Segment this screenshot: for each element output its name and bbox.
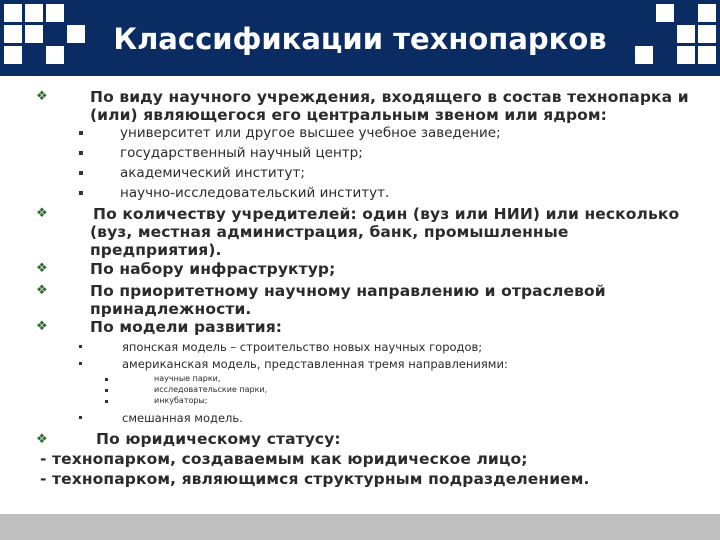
section-heading-line: принадлежности. [90, 300, 252, 318]
diamond-bullet-icon: ❖ [36, 89, 48, 104]
square-bullet-icon [79, 151, 83, 155]
deco-square [4, 4, 22, 22]
deco-square [698, 4, 716, 22]
diamond-bullet-icon: ❖ [36, 432, 48, 447]
section-heading-line: предприятия). [90, 241, 222, 259]
square-bullet-icon [105, 400, 108, 403]
list-subitem: научные парки, [154, 374, 221, 383]
square-bullet-icon [79, 416, 82, 419]
slide-title: Классификации технопарков [113, 22, 607, 56]
section-heading-line: (или) являющегося его центральным звеном или ядром: [90, 106, 607, 124]
section-heading-line: - технопарком, являющимся структурным подразделением. [40, 470, 590, 488]
section-heading-line: По юридическому статусу: [96, 430, 341, 448]
diamond-bullet-icon: ❖ [36, 206, 48, 221]
slide-footer-bar [0, 514, 720, 540]
square-bullet-icon [79, 191, 83, 195]
section-heading-line: По виду научного учреждения, входящего в состав технопарка и [90, 88, 689, 106]
list-item: научно-исследовательский институт. [120, 185, 390, 201]
section-heading-line: По количеству учредителей: один (вуз или НИИ) или несколько [93, 205, 680, 223]
diamond-bullet-icon: ❖ [36, 261, 48, 276]
square-bullet-icon [79, 362, 82, 365]
section-heading-line: По модели развития: [90, 318, 283, 336]
section-heading-line: - технопарком, создаваемым как юридическое лицо; [40, 450, 528, 468]
list-item: смешанная модель. [122, 411, 243, 425]
list-subitem: инкубаторы; [154, 396, 208, 405]
section-heading-line: По приоритетному научному направлению и отраслевой [90, 282, 606, 300]
section-heading-line: (вуз, местная администрация, банк, промышленные [90, 223, 569, 241]
section-heading-line: По набору инфраструктур; [90, 260, 336, 278]
square-bullet-icon [79, 131, 83, 135]
square-bullet-icon [105, 378, 108, 381]
diamond-bullet-icon: ❖ [36, 319, 48, 334]
list-item: академический институт; [120, 165, 305, 181]
deco-square [656, 4, 674, 22]
square-bullet-icon [105, 389, 108, 392]
diamond-bullet-icon: ❖ [36, 283, 48, 298]
list-item: государственный научный центр; [120, 145, 363, 161]
square-bullet-icon [79, 171, 83, 175]
list-item: американская модель, представленная тремя направлениями: [122, 357, 508, 371]
deco-square [25, 4, 43, 22]
list-subitem: исследовательские парки, [154, 385, 268, 394]
square-bullet-icon [79, 345, 82, 348]
slide-header [0, 0, 720, 76]
list-item: университет или другое высшее учебное заведение; [120, 125, 501, 141]
deco-square [46, 4, 64, 22]
list-item: японская модель – строительство новых научных городов; [122, 340, 483, 354]
